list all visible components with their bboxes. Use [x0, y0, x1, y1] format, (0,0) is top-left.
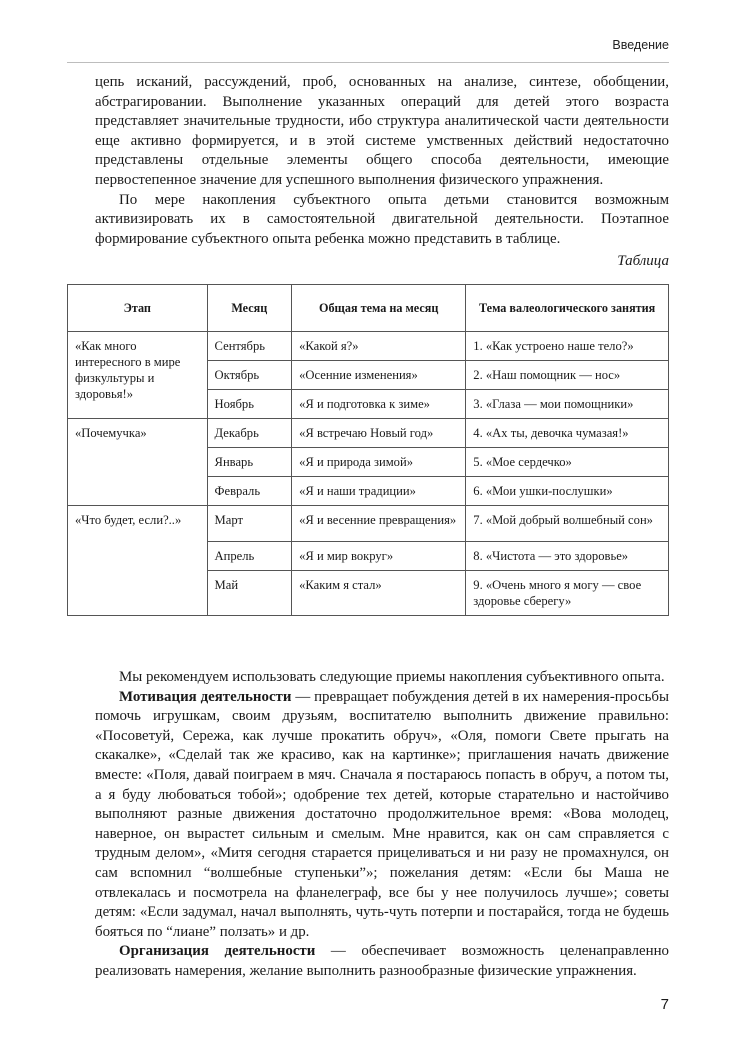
theme-cell: «Я встречаю Новый год»	[292, 419, 466, 448]
stage-cell: «Что будет, если?..»	[68, 506, 208, 616]
month-cell: Май	[207, 571, 292, 616]
month-cell: Ноябрь	[207, 390, 292, 419]
theme-cell: «Каким я стал»	[292, 571, 466, 616]
table-row	[68, 419, 669, 448]
paragraph: цепь исканий, рассуждений, проб, основанных на анализе, синтезе, обобщении, абстрагировании. Выполнение указанных операций для детей этого возраста представляет значительные трудности, ибо структура аналитической части деятельности еще активно формируется, и в этой системе умственных действий недостаточно представлены отдельные элементы общего способа деятельности, имеющие первостепенное значение для успешного выполнения физического упражнения.	[95, 74, 669, 188]
stages-table	[67, 284, 669, 616]
theme-cell: «Какой я?»	[292, 332, 466, 361]
month-cell: Март	[207, 506, 292, 542]
theme-cell: «Я и подготовка к зиме»	[292, 390, 466, 419]
month-cell: Апрель	[207, 542, 292, 571]
month-cell: Декабрь	[207, 419, 292, 448]
header-cell-theme: Общая тема на месяц	[292, 285, 466, 332]
intro-text	[95, 73, 669, 249]
lesson-cell: 8. «Чистота — это здоровье»	[466, 542, 669, 571]
body-text	[95, 668, 669, 982]
theme-cell: «Осенние изменения»	[292, 361, 466, 390]
paragraph: По мере накопления субъектного опыта детьми становится возможным активизировать их в самостоятельной двигательной деятельности. Поэтапное формирование субъектного опыта ребенка можно представить в таблице.	[95, 191, 669, 247]
running-header: Введение	[612, 38, 669, 52]
page-number: 7	[660, 996, 669, 1013]
header-cell-stage: Этап	[68, 285, 208, 332]
term-organization: Организация деятельности	[119, 943, 316, 960]
lesson-cell: 2. «Наш помощник — нос»	[466, 361, 669, 390]
lesson-cell: 9. «Очень много я могу — свое здоровье сберегу»	[466, 571, 669, 616]
organization-text: — обеспечивает возможность целенаправленно реализовать намерения, желание выполнить разнообразные физические упражнения.	[95, 943, 669, 979]
table-header-row	[68, 285, 669, 332]
month-cell: Февраль	[207, 477, 292, 506]
lesson-cell: 3. «Глаза — мои помощники»	[466, 390, 669, 419]
table-row	[68, 332, 669, 361]
lesson-cell: 1. «Как устроено наше тело?»	[466, 332, 669, 361]
header-cell-month: Месяц	[207, 285, 292, 332]
motivation-text: — превращает побуждения детей в их намерения-просьбы помочь игрушкам, своим друзьям, воспитателю выполнить движение правильно: «Посоветуй, Сережа, как лучше прокатить обруч», «Оля, помоги Свете прыгать на скакалке», «Сделай так же красиво, как на картинке»; приглашения начать движение вместе: «Поля, давай поиграем в мяч. Сначала я постараюсь попасть в обруч, а потом ты, а я буду любоваться тобой»; одобрение тех детей, которые старательно и настойчиво выполняют разные движения достаточно продолжительное время: «Вова молодец, наверное, он вырастет сильным и смелым. Мне нравится, как он сам справляется с трудным делом», «Митя сегодня старается прицеливаться и ни разу не промахнулся, он сам вспомнил “волшебные ступеньки”»; пожелания детям: «Если бы Маша не отвлекалась и посмотрела на фланелеграф, все бы у нее получилось лучше»; советы детям: «Если задумал, начал выполнять, чуть-чуть потерпи и постарайся, тогда не будешь бояться по “лиане” ползать» и др.	[95, 688, 669, 940]
stage-cell: «Почемучка»	[68, 419, 208, 506]
stage-cell: «Как много интересного в мире физкультуры и здоровья!»	[68, 332, 208, 419]
month-cell: Январь	[207, 448, 292, 477]
paragraph	[95, 942, 669, 981]
term-motivation: Мотивация деятельности	[119, 688, 292, 705]
theme-cell: «Я и природа зимой»	[292, 448, 466, 477]
header-cell-lesson: Тема валеологического занятия	[466, 285, 669, 332]
theme-cell: «Я и наши традиции»	[292, 477, 466, 506]
table-caption: Таблица	[617, 253, 669, 269]
theme-cell: «Я и весенние превращения»	[292, 506, 466, 542]
header-divider	[67, 62, 669, 63]
paragraph: Мы рекомендуем использовать следующие приемы накопления субъективного опыта.	[119, 669, 665, 685]
month-cell: Сентябрь	[207, 332, 292, 361]
lesson-cell: 4. «Ах ты, девочка чумазая!»	[466, 419, 669, 448]
lesson-cell: 6. «Мои ушки-послушки»	[466, 477, 669, 506]
paragraph	[95, 688, 669, 943]
theme-cell: «Я и мир вокруг»	[292, 542, 466, 571]
lesson-cell: 5. «Мое сердечко»	[466, 448, 669, 477]
month-cell: Октябрь	[207, 361, 292, 390]
lesson-cell: 7. «Мой добрый волшебный сон»	[466, 506, 669, 542]
table-row	[68, 506, 669, 542]
